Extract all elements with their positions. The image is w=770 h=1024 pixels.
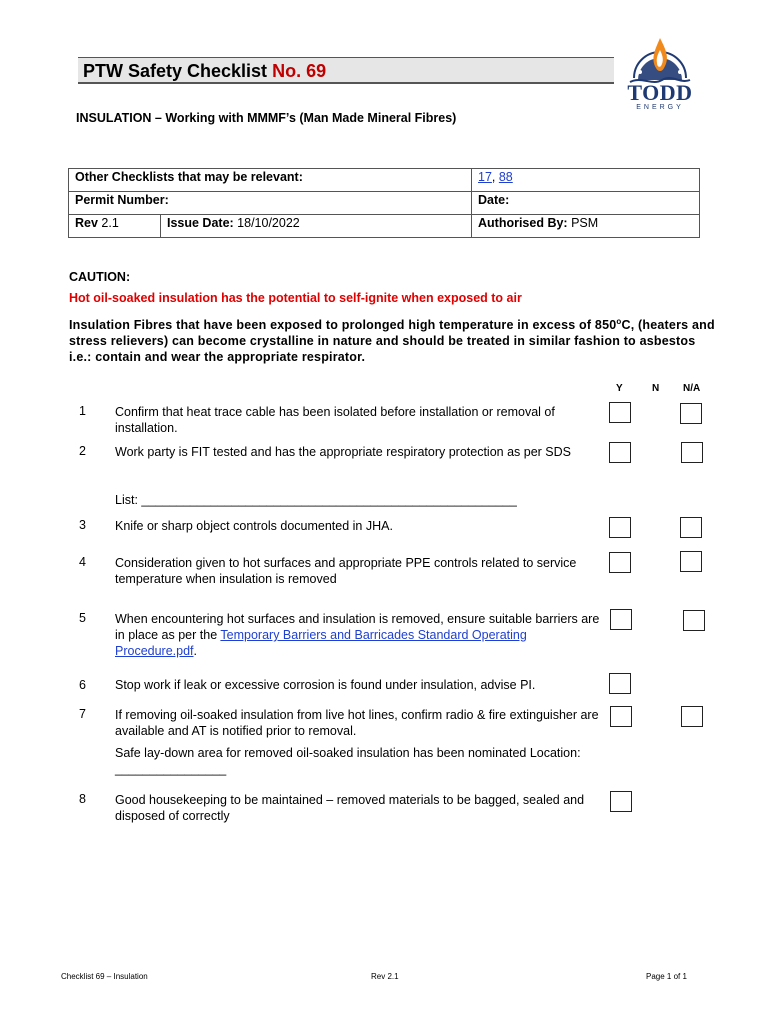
authorised-by-label: Authorised By: bbox=[478, 216, 568, 230]
caution-warning-text bbox=[69, 314, 719, 365]
todd-energy-logo bbox=[618, 36, 702, 116]
item-list-field[interactable]: List: ______________________________________________________ bbox=[115, 493, 517, 507]
checkbox-yes[interactable] bbox=[610, 706, 632, 727]
item-text: Stop work if leak or excessive corrosion is found under insulation, advise PI. bbox=[115, 678, 536, 692]
page-title bbox=[78, 57, 614, 84]
authorised-by-cell bbox=[472, 215, 700, 238]
item-number: 8 bbox=[79, 792, 86, 806]
title-text: PTW Safety Checklist bbox=[83, 61, 268, 81]
issue-date-cell bbox=[161, 215, 472, 238]
col-header-yes: Y bbox=[616, 383, 623, 394]
item-text: Good housekeeping to be maintained – removed materials to be bagged, sealed and disposed of correctly bbox=[115, 793, 585, 823]
permit-number-label: Permit Number: bbox=[69, 192, 472, 215]
issue-date-value: 18/10/2022 bbox=[233, 216, 300, 230]
checkbox-na[interactable] bbox=[680, 403, 702, 424]
checkbox-yes[interactable] bbox=[609, 552, 631, 573]
col-header-na: N/A bbox=[683, 383, 701, 394]
checkbox-yes[interactable] bbox=[609, 517, 631, 538]
warning-part-1: Insulation Fibres that have been exposed to prolonged high temperature in excess of 850 bbox=[69, 318, 617, 333]
item-number: 1 bbox=[79, 404, 86, 418]
item-text-end: . bbox=[193, 644, 198, 658]
checkbox-na[interactable] bbox=[681, 706, 703, 727]
page-subtitle: INSULATION – Working with MMMF’s (Man Made Mineral Fibres) bbox=[76, 111, 457, 125]
item-text: Knife or sharp object controls documented in JHA. bbox=[115, 519, 393, 533]
checkbox-na[interactable] bbox=[683, 610, 705, 631]
checkbox-na[interactable] bbox=[680, 551, 702, 572]
caution-heading: CAUTION: bbox=[69, 270, 131, 284]
date-label: Date: bbox=[472, 192, 700, 215]
logo-name: TODD bbox=[627, 80, 693, 105]
item-text bbox=[115, 611, 605, 659]
checklist-link-17[interactable]: 17 bbox=[478, 170, 492, 184]
checkbox-yes[interactable] bbox=[609, 673, 631, 694]
footer-center: Rev 2.1 bbox=[371, 972, 399, 981]
item-text: Work party is FIT tested and has the appropriate respiratory protection as per SDS bbox=[115, 445, 572, 459]
sop-document-link[interactable]: Temporary Barriers and Barricades Standard Operating Procedure.pdf bbox=[115, 628, 527, 658]
checkbox-yes[interactable] bbox=[610, 791, 632, 812]
checkbox-yes[interactable] bbox=[609, 402, 631, 423]
item-number: 7 bbox=[79, 707, 86, 721]
item-text: Consideration given to hot surfaces and appropriate PPE controls related to service temperature when insulation is removed bbox=[115, 556, 577, 586]
item-number: 5 bbox=[79, 611, 86, 625]
checkbox-yes[interactable] bbox=[609, 442, 631, 463]
item-laydown-field[interactable]: Safe lay-down area for removed oil-soaked insulation has been nominated Location: ________________ bbox=[115, 746, 581, 776]
checklist-number: No. 69 bbox=[272, 61, 327, 81]
item-text: If removing oil-soaked insulation from live hot lines, confirm radio & fire extinguisher are available and AT is notified prior to removal. bbox=[115, 708, 599, 738]
item-text-part: When encountering hot surfaces and insulation is removed, ensure suitable barriers are in place as per the bbox=[115, 612, 600, 642]
warning-part-2: C, (heaters and stress relievers) can become crystalline in nature and should be treated in similar fashion to asbestos i.e.: contain and wear the appropriate respirator. bbox=[69, 318, 715, 365]
checkbox-na[interactable] bbox=[680, 517, 702, 538]
issue-date-label: Issue Date: bbox=[167, 216, 234, 230]
footer-left: Checklist 69 – Insulation bbox=[61, 972, 148, 981]
footer-page: Page 1 of 1 bbox=[646, 972, 687, 981]
degree-superscript: o bbox=[616, 317, 622, 326]
item-number: 6 bbox=[79, 678, 86, 692]
col-header-no: N bbox=[652, 383, 660, 394]
logo-tagline: ENERGY bbox=[636, 104, 684, 111]
other-checklists-label: Other Checklists that may be relevant: bbox=[69, 169, 472, 192]
item-text: Confirm that heat trace cable has been isolated before installation or removal of installation. bbox=[115, 405, 555, 435]
item-number: 2 bbox=[79, 444, 86, 458]
caution-red-warning: Hot oil-soaked insulation has the potential to self-ignite when exposed to air bbox=[69, 291, 522, 305]
item-number: 3 bbox=[79, 518, 86, 532]
rev-value: 2.1 bbox=[97, 216, 119, 230]
rev-label: Rev bbox=[75, 216, 98, 230]
checkbox-na[interactable] bbox=[681, 442, 703, 463]
link-separator: , bbox=[491, 170, 499, 184]
rev-cell bbox=[69, 215, 161, 238]
item-number: 4 bbox=[79, 555, 86, 569]
other-checklists-links bbox=[472, 169, 700, 192]
checklist-info-table bbox=[68, 168, 700, 238]
checklist-link-88[interactable]: 88 bbox=[498, 170, 513, 184]
authorised-by-value: PSM bbox=[567, 216, 599, 230]
checkbox-yes[interactable] bbox=[610, 609, 632, 630]
